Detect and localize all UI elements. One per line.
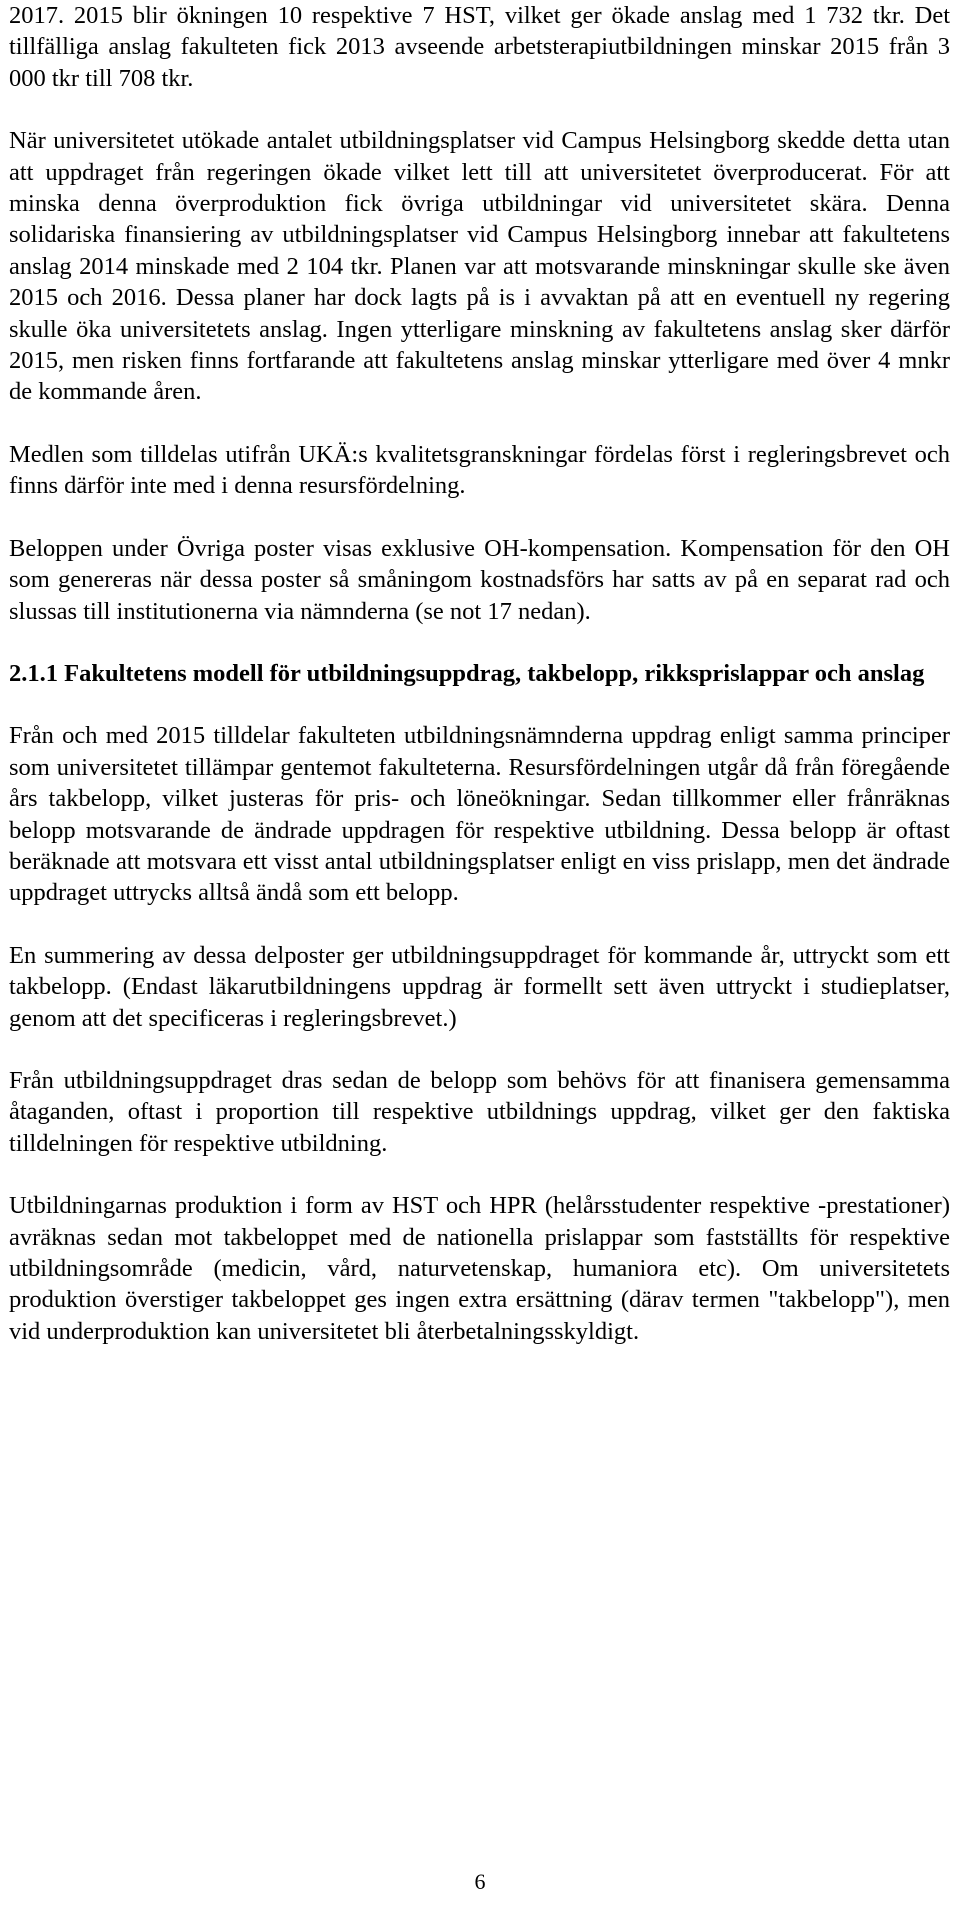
- paragraph-campus-helsingborg: När universitetet utökade antalet utbildningsplatser vid Campus Helsingborg skedde detta utan att uppdraget från regeringen ökade vilket lett till att universitetet överproducerat. För att minska denna överproduktion fick övriga utbildningar vid universitetet skära. Denna solidariska finansiering av utbildningsplatser vid Campus Helsingborg innebar att fakultetens anslag 2014 minskade med 2 104 tkr. Planen var att motsvarande minskningar skulle ske även 2015 och 2016. Dessa planer har dock lagts på is i avvaktan på att en eventuell ny regering skulle öka universitetets anslag. Ingen ytterligare minskning av fakultetens anslag sker därför 2015, men risken finns fortfarande att fakultetens anslag minskar ytterligare med över 4 mnkr de kommande åren.: [9, 127, 950, 406]
- paragraph-resursfordelning: Från och med 2015 tilldelar fakulteten utbildningsnämnderna uppdrag enligt samma principer som universitetet tillämpar gentemot fakulteterna. Resursfördelningen utgår då från föregående års takbelopp, vilket justeras för pris- och löneökningar. Sedan tillkommer eller frånräknas belopp motsvarande de ändrade uppdragen för respektive utbildning. Dessa belopp är oftast beräknade att motsvara ett visst antal utbildningsplatser enligt en viss prislapp, men det ändrade uppdraget uttrycks alltså ändå som ett belopp.: [9, 722, 950, 907]
- paragraph-takbelopp: En summering av dessa delposter ger utbildningsuppdraget för kommande år, uttryckt som ett takbelopp. (Endast läkarutbildningens uppdrag är formellt sett även uttryckt i studieplatser, genom att det specificeras i regleringsbrevet.): [9, 941, 950, 1032]
- paragraph-uka-medel: Medlen som tilldelas utifrån UKÄ:s kvalitetsgranskningar fördelas först i regleringsbrevet och finns därför inte med i denna resursfördelning.: [9, 440, 950, 500]
- document-body: [9, 0, 950, 1347]
- paragraph-ovriga-poster: Beloppen under Övriga poster visas exklusive OH-kompensation. Kompensation för den OH som genereras när dessa poster så småningom kostnadsförs har satts av på en separat rad och slussas till institutionerna via nämnderna (se not 17 nedan).: [9, 534, 950, 625]
- paragraph-gemensamma-ataganden: Från utbildningsuppdraget dras sedan de belopp som behövs för att finanisera gemensamma åtaganden, oftast i proportion till respektive utbildnings uppdrag, vilket ger den faktiska tilldelningen för respektive utbildning.: [9, 1066, 950, 1157]
- section-heading: 2.1.1 Fakultetens modell för utbildningsuppdrag, takbelopp, rikksprislappar och anslag: [9, 659, 925, 687]
- page-number: 6: [474, 1869, 486, 1894]
- paragraph-anslag-summary: 2017. 2015 blir ökningen 10 respektive 7 HST, vilket ger ökade anslag med 1 732 tkr. Det tillfälliga anslag fakulteten fick 2013 avseende arbetsterapiutbildningen minskar 2015 från 3 000 tkr till 708 tkr.: [9, 2, 950, 92]
- paragraph-produktion: Utbildningarnas produktion i form av HST och HPR (helårsstudenter respektive -prestationer) avräknas sedan mot takbeloppet med de nationella prislappar som fastställts för respektive utbildningsområde (medicin, vård, naturvetenskap, humaniora etc). Om universitetets produktion överstiger takbeloppet ges ingen extra ersättning (därav termen "takbelopp"), men vid underproduktion kan universitetet bli återbetalningsskyldigt.: [9, 1192, 950, 1345]
